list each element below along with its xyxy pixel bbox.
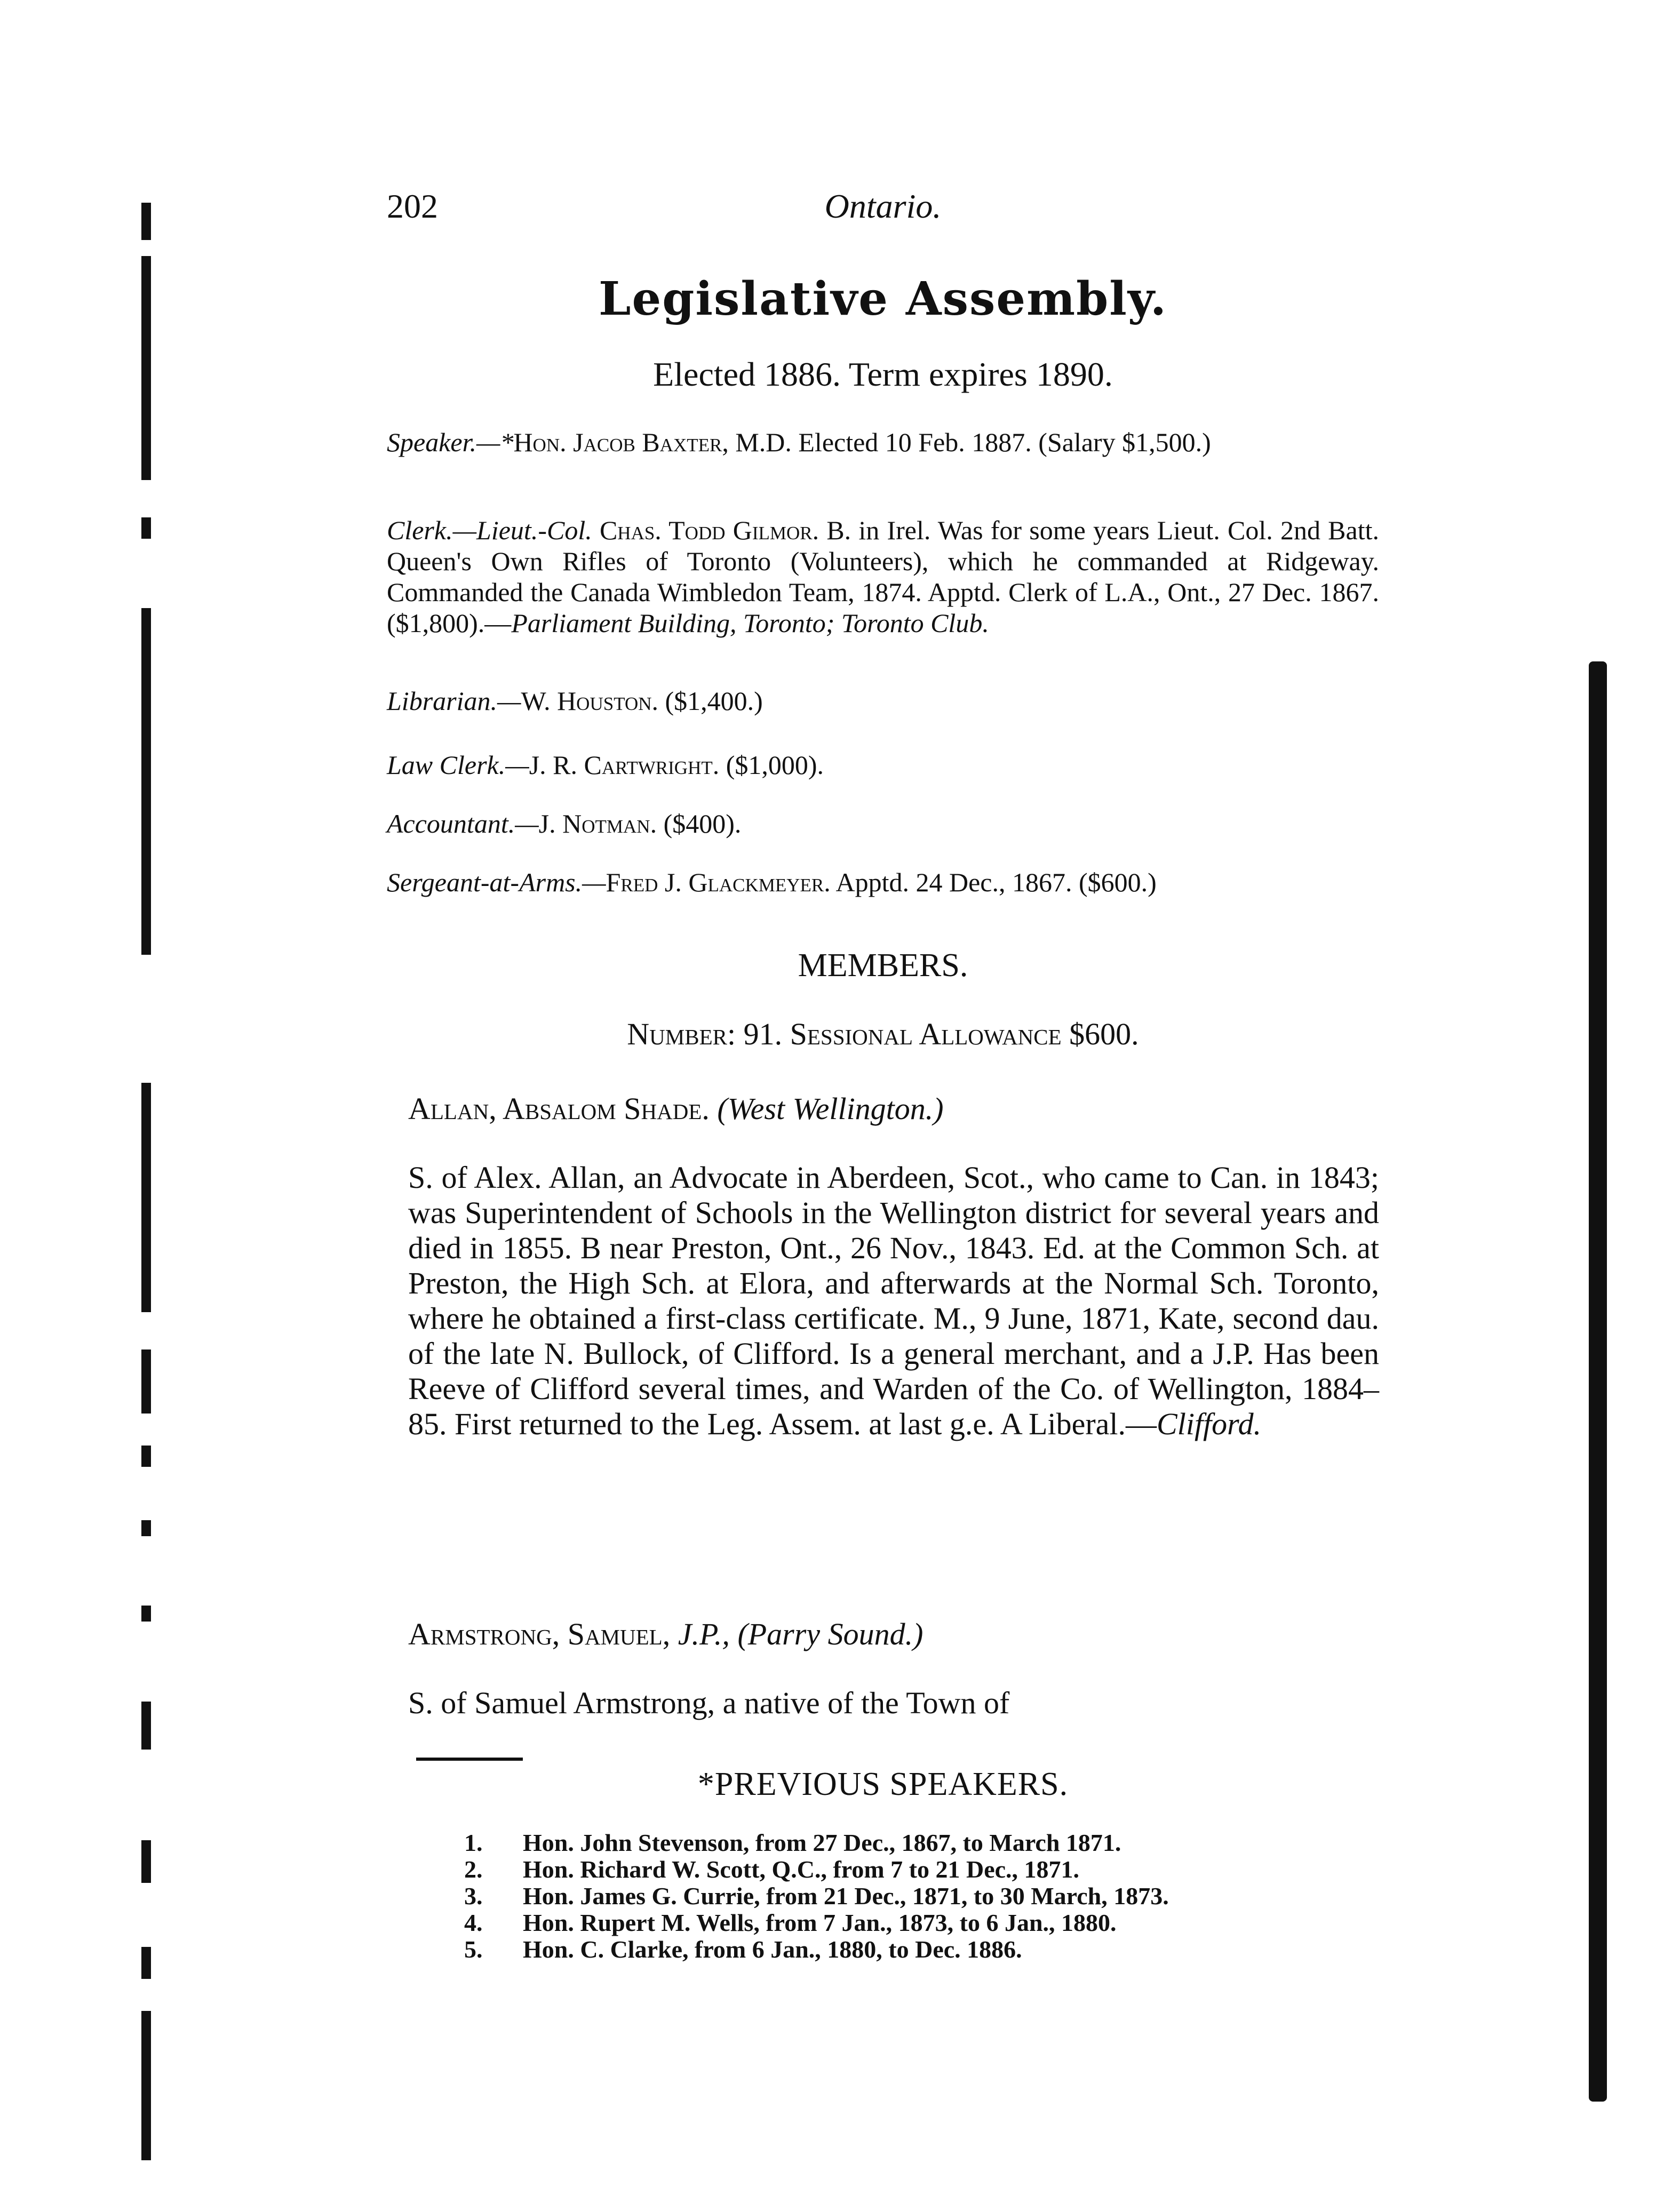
officer-details: ($400). bbox=[657, 809, 742, 839]
footnote-item bbox=[464, 1910, 1371, 1936]
member-bio-armstrong bbox=[408, 1686, 1379, 1721]
officer-role: Clerk.—Lieut.-Col. bbox=[387, 515, 592, 545]
officer-sergeant-at-arms bbox=[387, 867, 1379, 898]
footnote-item bbox=[464, 1883, 1371, 1910]
officer-name: Hon. Jacob Baxter, M.D. bbox=[513, 427, 792, 457]
footnote-item bbox=[464, 1856, 1371, 1883]
member-name: Allan, Absalom Shade. bbox=[408, 1091, 710, 1126]
page-number: 202 bbox=[387, 187, 438, 225]
officer-role: Law Clerk.— bbox=[387, 750, 529, 780]
member-honorific: J.P., bbox=[678, 1617, 730, 1651]
officer-speaker bbox=[387, 427, 1379, 458]
officer-name: Chas. Todd Gilmor. bbox=[592, 515, 819, 545]
page-title: Legislative Assembly. bbox=[599, 272, 1167, 326]
footnote-text: Hon. Rupert M. Wells, from 7 Jan., 1873, to 6 Jan., 1880. bbox=[523, 1909, 1117, 1936]
officer-role: Librarian.— bbox=[387, 686, 521, 716]
footnote-item bbox=[464, 1830, 1371, 1856]
member-bio-text: S. of Alex. Allan, an Advocate in Aberdeen, Scot., who came to Can. in 1843; was Superintendent of Schools in the Wellington district for several years and died in 1855. B near Preston, Ont., 26 Nov., 1843. Ed. at the Common Sch. at Preston, the High Sch. at Elora, and afterwards at the Normal Sch. Toronto, where he obtained a first-class certificate. M., 9 June, 1871, Kate, second dau. of the late N. Bullock, of Clifford. Is a general merchant, and a J.P. Has been Reeve of Clifford several times, and Warden of the Co. of Wellington, 1884–85. First returned to the Leg. Assem. at last g.e. A Liberal.— bbox=[408, 1160, 1379, 1441]
page-subtitle: Elected 1886. Term expires 1890. bbox=[653, 355, 1113, 393]
officer-clerk bbox=[387, 515, 1379, 638]
officer-residence: Parliament Building, Toronto; Toronto Club. bbox=[511, 608, 989, 638]
running-head: Ontario. bbox=[824, 187, 942, 225]
footnote-number: 3. bbox=[464, 1882, 483, 1910]
footnote-text: Hon. C. Clarke, from 6 Jan., 1880, to Dec. 1886. bbox=[523, 1936, 1022, 1963]
officer-name: J. Notman. bbox=[538, 809, 657, 839]
page-header bbox=[387, 187, 1379, 235]
officer-name: W. Houston. bbox=[521, 686, 658, 716]
member-residence: Clifford. bbox=[1157, 1407, 1262, 1441]
footnote-number: 2. bbox=[464, 1856, 483, 1883]
members-count-line: Number: 91. Sessional Allowance $600. bbox=[627, 1017, 1139, 1051]
officer-details: B. in Irel. Was for some years Lieut. Col. 2nd Batt. Queen's Own Rifles of Toronto (Volunteers), which he commanded at Ridgeway. Commanded the Canada Wimbledon Team, 1874. Apptd. Clerk of L.A., Ont., 27 Dec. 1867. ($1,800).— bbox=[387, 515, 1380, 638]
officer-role: Sergeant-at-Arms.— bbox=[387, 867, 606, 897]
footnote-item bbox=[464, 1936, 1371, 1963]
member-name: Armstrong, Samuel, bbox=[408, 1617, 671, 1651]
member-riding: (Parry Sound.) bbox=[737, 1617, 923, 1651]
member-bio-text: S. of Samuel Armstrong, a native of the Town of bbox=[408, 1686, 1010, 1720]
officer-librarian bbox=[387, 685, 1379, 716]
members-heading: MEMBERS. bbox=[798, 947, 968, 984]
officer-details: ($1,000). bbox=[719, 750, 824, 780]
officer-name: J. R. Cartwright. bbox=[529, 750, 720, 780]
scan-edge-left bbox=[136, 80, 173, 2160]
footnote-number: 1. bbox=[464, 1829, 483, 1856]
footnote-text: Hon. Richard W. Scott, Q.C., from 7 to 21 Dec., 1871. bbox=[523, 1856, 1080, 1883]
officer-details: ($1,400.) bbox=[658, 686, 763, 716]
officer-name: Fred J. Glackmeyer. bbox=[606, 867, 831, 897]
officer-details: Apptd. 24 Dec., 1867. ($600.) bbox=[830, 867, 1157, 897]
footnote-rule bbox=[416, 1758, 523, 1761]
footnote-text: Hon. James G. Currie, from 21 Dec., 1871, to 30 March, 1873. bbox=[523, 1882, 1169, 1910]
officer-law-clerk bbox=[387, 749, 1379, 780]
footnote-number: 5. bbox=[464, 1936, 483, 1963]
officer-role: Speaker.—* bbox=[387, 427, 514, 457]
scan-edge-right bbox=[1579, 661, 1617, 2102]
footnote-text: Hon. John Stevenson, from 27 Dec., 1867, to March 1871. bbox=[523, 1829, 1121, 1856]
member-heading-allan bbox=[408, 1091, 1379, 1127]
officer-role: Accountant.— bbox=[387, 809, 539, 839]
officer-accountant bbox=[387, 808, 1379, 839]
member-bio-allan bbox=[408, 1160, 1379, 1442]
officer-details: Elected 10 Feb. 1887. (Salary $1,500.) bbox=[791, 427, 1211, 457]
member-riding: (West Wellington.) bbox=[717, 1091, 944, 1126]
footnote-list bbox=[464, 1830, 1371, 1963]
footnote-heading: *PREVIOUS SPEAKERS. bbox=[697, 1766, 1069, 1802]
member-heading-armstrong bbox=[408, 1616, 1379, 1652]
footnote-number: 4. bbox=[464, 1909, 483, 1936]
